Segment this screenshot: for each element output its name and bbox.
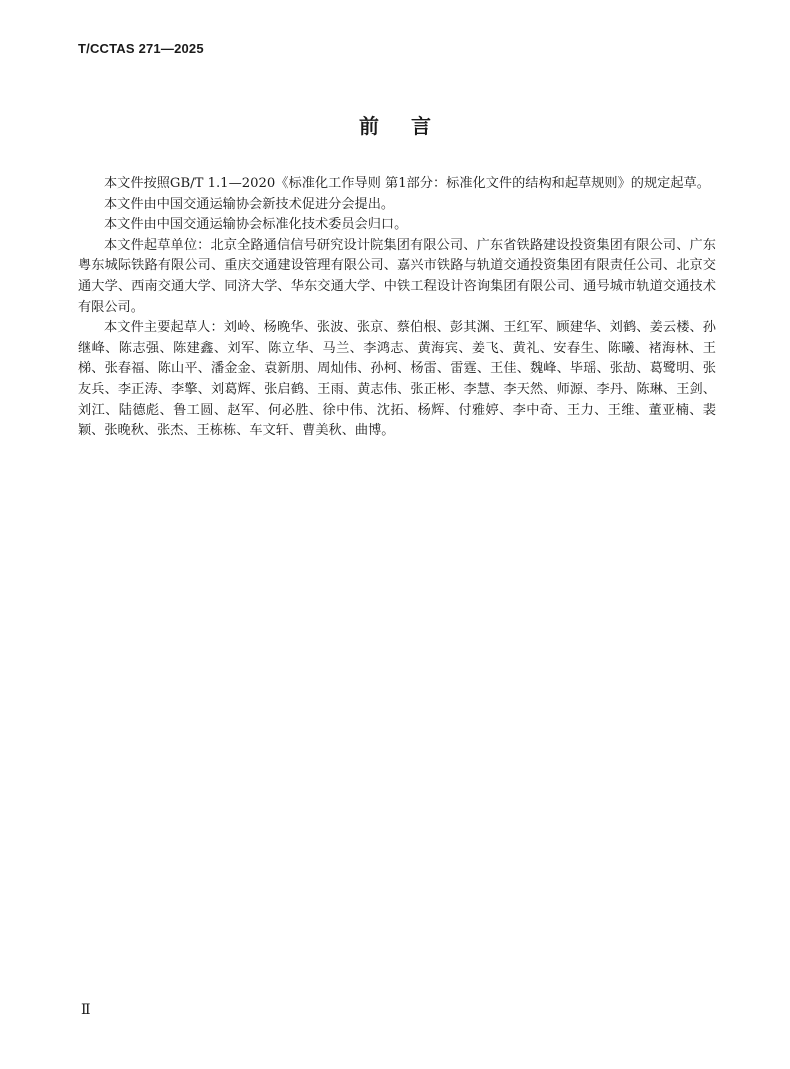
page-title: 前言 [359,114,463,138]
document-code: T/CCTAS 271—2025 [78,41,204,56]
paragraph-drafting-rules: 本文件按照GB/T 1.1—2020《标准化工作导则 第1部分：标准化文件的结构和起草规则》的规定起草。 [104,176,710,191]
paragraph-main-drafters: 本文件主要起草人：刘岭、杨晚华、张波、张京、蔡伯根、彭其渊、王红军、顾建华、刘鹤、姜云楼、孙继峰、陈志强、陈建鑫、刘军、陈立华、马兰、李鸿志、黄海宾、姜飞、黄礼、安春生、陈曦、褚海林、王梯、张春福、陈山平、潘金金、袁新朋、周灿伟、孙柯、杨雷、雷霆、王佳、魏峰、毕瑶、张劼、葛鹭明、张友兵、李正涛、李擎、刘葛辉、张启鹤、王雨、黄志伟、张正彬、李慧、李天然、师源、李丹、陈琳、王剑、刘江、陆德彪、鲁工圆、赵军、何必胜、徐中伟、沈拓、杨辉、付雅婷、李中奇、王力、王维、董亚楠、裴颖、张晚秋、张杰、王栋栋、车文轩、曹美秋、曲博。 [78,320,716,439]
paragraph-drafting-organizations: 本文件起草单位：北京全路通信信号研究设计院集团有限公司、广东省铁路建设投资集团有限公司、广东粤东城际铁路有限公司、重庆交通建设管理有限公司、嘉兴市铁路与轨道交通投资集团有限责任公司、北京交通大学、西南交通大学、同济大学、华东交通大学、中铁工程设计咨询集团有限公司、通号城市轨道交通技术有限公司。 [78,237,716,315]
paragraph-proposer: 本文件由中国交通运输协会新技术促进分会提出。 [104,196,395,212]
page-number: Ⅱ [81,1002,91,1018]
paragraph-responsible-committee: 本文件由中国交通运输协会标准化技术委员会归口。 [104,217,408,233]
foreword-body [78,174,716,442]
